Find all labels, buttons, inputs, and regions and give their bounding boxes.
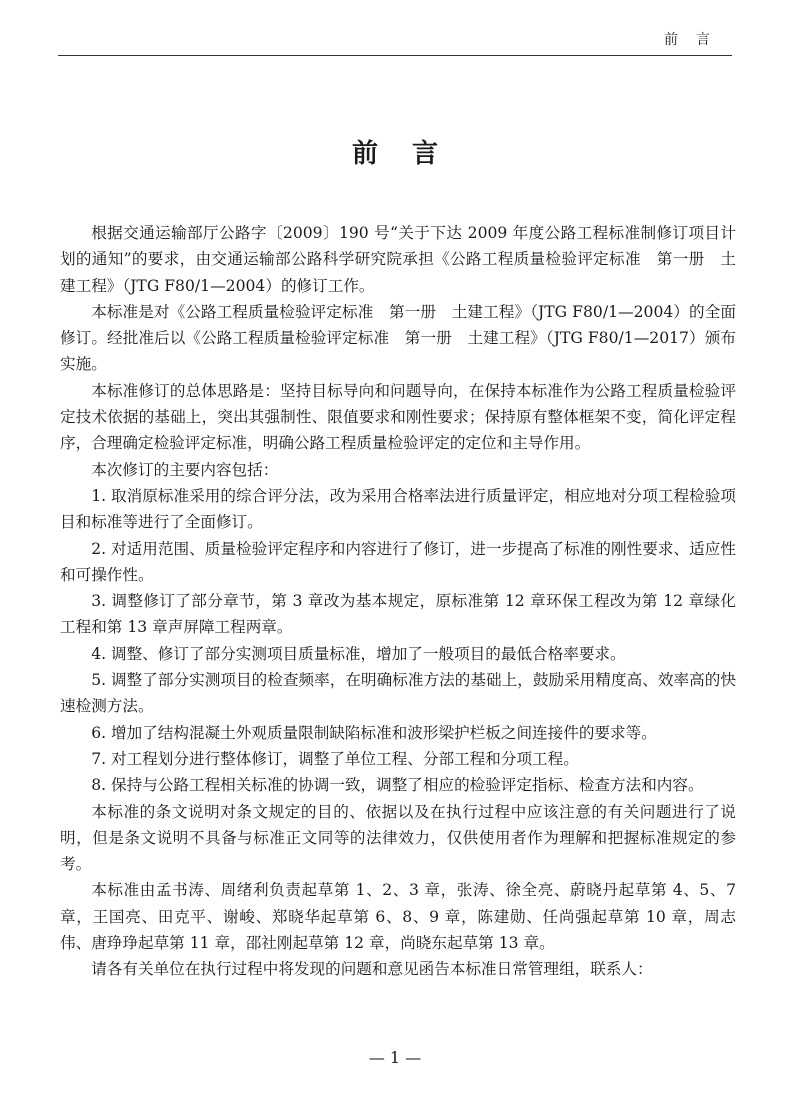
paragraph: 本标准修订的总体思路是：坚持目标导向和问题导向，在保持本标准作为公路工程质量检验评定技术依据的基础上，突出其强制性、限值要求和刚性要求；保持原有整体框架不变，简化评定程序，合理确定检验评定标准，明确公路工程质量检验评定的定位和主导作用。 bbox=[60, 381, 736, 453]
body-text bbox=[60, 220, 736, 983]
list-item: 8. 保持与公路工程相关标准的协调一致，调整了相应的检验评定指标、检查方法和内容。 bbox=[91, 776, 704, 795]
list-item: 3. 调整修订了部分章节，第 3 章改为基本规定，原标准第 12 章环保工程改为第 12 章绿化工程和第 13 章声屏障工程两章。 bbox=[60, 592, 736, 637]
paragraph: 本标准的条文说明对条文规定的目的、依据以及在执行过程中应该注意的有关问题进行了说明，但是条文说明不具备与标准正文同等的法律效力，仅供使用者作为理解和把握标准规定的参考。 bbox=[60, 802, 736, 874]
paragraph: 根据交通运输部厅公路字〔2009〕190 号“关于下达 2009 年度公路工程标准制修订项目计划的通知”的要求，由交通运输部公路科学研究院承担《公路工程质量检验评定标准 第一册 土建工程》（JTG F80/1—2004）的修订工作。 bbox=[60, 224, 736, 295]
paragraph: 本标准是对《公路工程质量检验评定标准 第一册 土建工程》（JTG F80/1—2004）的全面修订。经批准后以《公路工程质量检验评定标准 第一册 土建工程》（JTG F80/1—2017）颁布实施。 bbox=[60, 302, 736, 374]
list-item: 2. 对适用范围、质量检验评定程序和内容进行了修订，进一步提高了标准的刚性要求、适应性和可操作性。 bbox=[60, 539, 736, 584]
paragraph: 本次修订的主要内容包括： bbox=[91, 460, 279, 479]
list-item: 1. 取消原标准采用的综合评分法，改为采用合格率法进行质量评定，相应地对分项工程检验项目和标准等进行了全面修订。 bbox=[60, 486, 736, 532]
paragraph: 本标准由孟书涛、周绪利负责起草第 1、2、3 章，张涛、徐全亮、蔚晓丹起草第 4、5、7 章，王国亮、田克平、谢峻、郑晓华起草第 6、8、9 章，陈建勋、任尚强起草第 10 章，周志伟、唐琤琤起草第 11 章，邵社刚起草第 12 章，尚晓东起草第 13 章。 bbox=[60, 881, 736, 953]
page-number: — 1 — bbox=[368, 1048, 422, 1067]
paragraph: 请各有关单位在执行过程中将发现的问题和意见函告本标准日常管理组，联系人： bbox=[91, 960, 653, 979]
list-item: 4. 调整、修订了部分实测项目质量标准，增加了一般项目的最低合格率要求。 bbox=[91, 644, 626, 663]
running-head: 前言 bbox=[664, 32, 728, 48]
list-item: 5. 调整了部分实测项目的检查频率，在明确标准方法的基础上，鼓励采用精度高、效率高的快速检测方法。 bbox=[60, 671, 736, 716]
page-title: 前言 bbox=[351, 139, 472, 169]
list-item: 7. 对工程划分进行整体修订，调整了单位工程、分部工程和分项工程。 bbox=[91, 749, 579, 768]
list-item: 6. 增加了结构混凝土外观质量限制缺陷标准和波形梁护栏板之间连接件的要求等。 bbox=[91, 723, 657, 742]
header-rule bbox=[58, 55, 732, 56]
